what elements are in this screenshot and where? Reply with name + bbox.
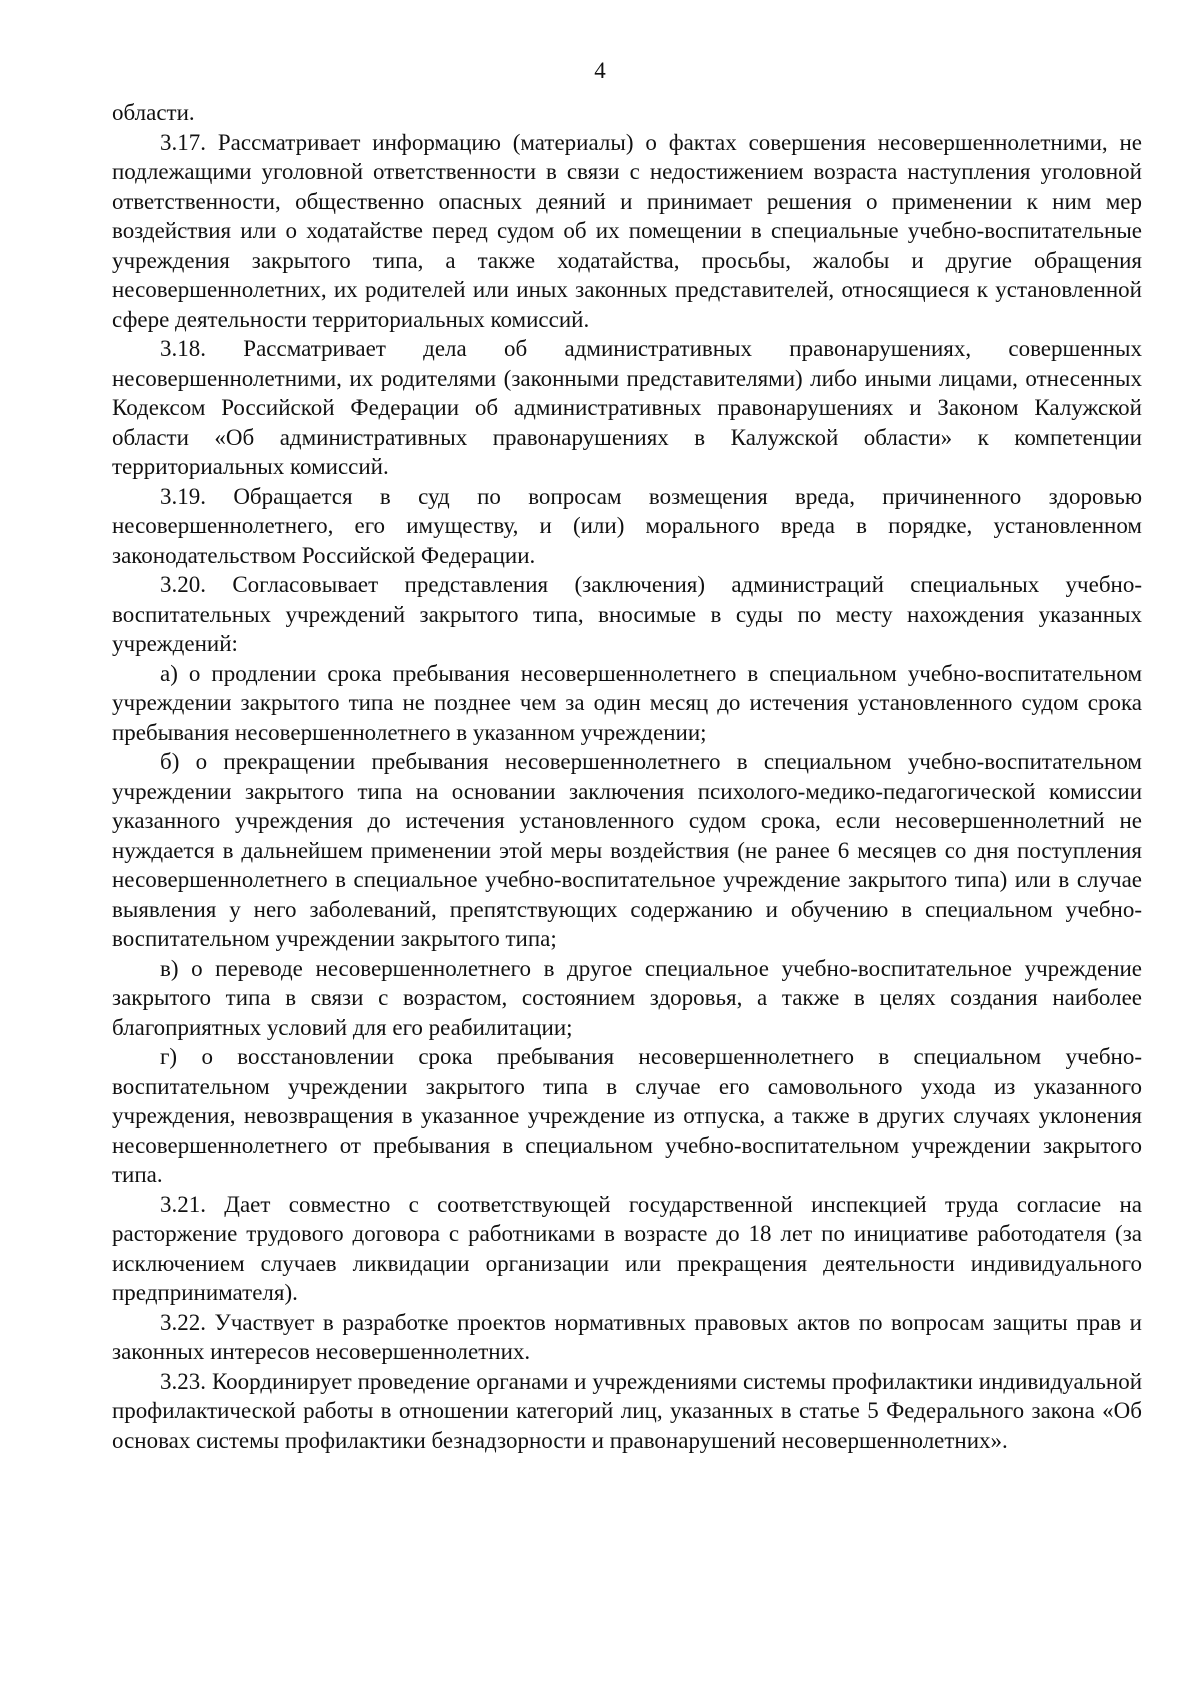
paragraph-3-20-b: б) о прекращении пребывания несовершеннолетнего в специальном учебно-воспитательном учреждении закрытого типа на основании заключения психолого-медико-педагогической комиссии указанного учреждения до истечения установленного судом срока, если несовершеннолетний не нуждается в дальнейшем применении этой меры воздействия (не ранее 6 месяцев со дня поступления несовершеннолетнего в специальное учебно-воспитательное учреждение закрытого типа) или в случае выявления у него заболеваний, препятствующих содержанию и обучению в специальном учебно-воспитательном учреждении закрытого типа;: [112, 749, 1142, 951]
page-number: 4: [594, 58, 606, 83]
paragraph-3-20-a: а) о продлении срока пребывания несовершеннолетнего в специальном учебно-воспитательном учреждении закрытого типа не позднее чем за один месяц до истечения установленного судом срока пребывания несовершеннолетнего в указанном учреждении;: [112, 660, 1142, 745]
paragraph-3-22: 3.22. Участвует в разработке проектов нормативных правовых актов по вопросам защиты прав и законных интересов несовершеннолетних.: [112, 1309, 1142, 1364]
paragraph-3-21: 3.21. Дает совместно с соответствующей государственной инспекцией труда согласие на расторжение трудового договора с работниками в возрасте до 18 лет по инициативе работодателя (за исключением случаев ликвидации организации или прекращения деятельности индивидуального предпринимателя).: [112, 1191, 1142, 1305]
document-body: [112, 98, 1142, 1455]
paragraph-3-20-g: г) о восстановлении срока пребывания несовершеннолетнего в специальном учебно-воспитательном учреждении закрытого типа в случае его самовольного ухода из указанного учреждения, невозвращения в указанное учреждение из отпуска, а также в других случаях уклонения несовершеннолетнего от пребывания в специальном учебно-воспитательном учреждении закрытого типа.: [112, 1044, 1142, 1187]
paragraph-3-23: 3.23. Координирует проведение органами и учреждениями системы профилактики индивидуальной профилактической работы в отношении категорий лиц, указанных в статье 5 Федерального закона «Об основах системы профилактики безнадзорности и правонарушений несовершеннолетних».: [112, 1368, 1142, 1453]
paragraph-3-20-v: в) о переводе несовершеннолетнего в другое специальное учебно-воспитательное учреждение закрытого типа в связи с возрастом, состоянием здоровья, а также в целях создания наиболее благоприятных условий для его реабилитации;: [112, 955, 1142, 1040]
paragraph-3-20: 3.20. Согласовывает представления (заключения) администраций специальных учебно-воспитательных учреждений закрытого типа, вносимые в суды по месту нахождения указанных учреждений:: [112, 572, 1142, 656]
paragraph-3-17: 3.17. Рассматривает информацию (материалы) о фактах совершения несовершеннолетними, не подлежащими уголовной ответственности в связи с недостижением возраста наступления уголовной ответственности, общественно опасных деяний и принимает решения о применении к ним мер воздействия или о ходатайстве перед судом об их помещении в специальные учебно-воспитательные учреждения закрытого типа, а также ходатайства, просьбы, жалобы и другие обращения несовершеннолетних, их родителей или иных законных представителей, относящиеся к установленной сфере деятельности территориальных комиссий.: [112, 129, 1142, 332]
paragraph-continuation: области.: [112, 100, 195, 125]
paragraph-3-19: 3.19. Обращается в суд по вопросам возмещения вреда, причиненного здоровью несовершеннолетнего, его имуществу, и (или) морального вреда в порядке, установленном законодательством Российской Федерации.: [112, 483, 1142, 568]
paragraph-3-18: 3.18. Рассматривает дела об административных правонарушениях, совершенных несовершеннолетними, их родителями (законными представителями) либо иными лицами, отнесенных Кодексом Российской Федерации об административных правонарушениях и Законом Калужской области «Об административных правонарушениях в Калужской области» к компетенции территориальных комиссий.: [112, 336, 1142, 479]
